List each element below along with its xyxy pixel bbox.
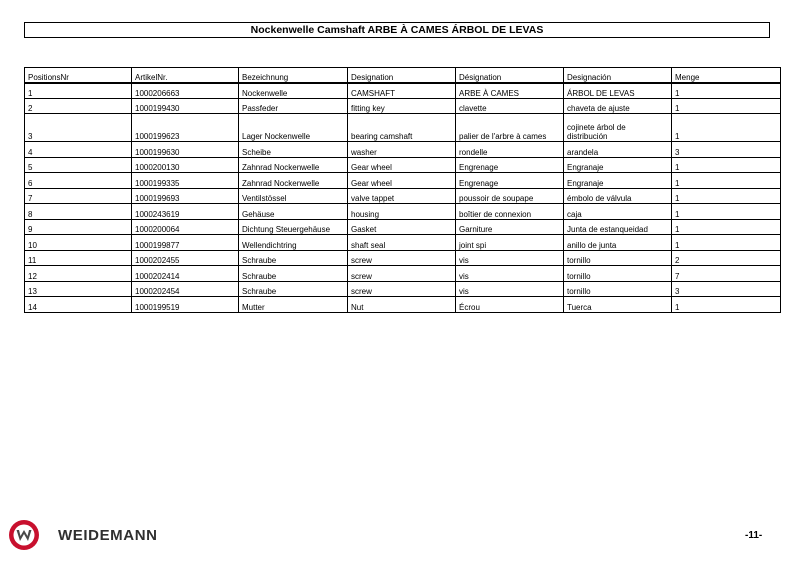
cell-article-number: 1000199630	[132, 142, 239, 158]
brand-name: WEIDEMANN	[58, 526, 158, 544]
cell-position: 7	[25, 188, 132, 204]
cell-position: 12	[25, 266, 132, 282]
cell-bezeichnung: Schraube	[239, 281, 348, 297]
cell-quantity: 1	[672, 173, 781, 189]
cell-bezeichnung: Schraube	[239, 250, 348, 266]
cell-bezeichnung: Lager Nockenwelle	[239, 114, 348, 142]
brand-logo	[8, 519, 158, 551]
cell-quantity: 1	[672, 114, 781, 142]
cell-position: 4	[25, 142, 132, 158]
cell-quantity: 1	[672, 219, 781, 235]
table-row	[25, 173, 781, 189]
cell-designation-es: Junta de estanqueidad	[564, 219, 672, 235]
cell-article-number: 1000206663	[132, 83, 239, 99]
cell-designation-es: cojinete árbol de distribución	[564, 114, 672, 142]
cell-position: 10	[25, 235, 132, 251]
cell-position: 11	[25, 250, 132, 266]
cell-designation-en: washer	[348, 142, 456, 158]
cell-quantity: 2	[672, 250, 781, 266]
header-article-number: ArtikelNr.	[132, 68, 239, 83]
cell-bezeichnung: Ventilstössel	[239, 188, 348, 204]
cell-quantity: 3	[672, 281, 781, 297]
header-position: PositionsNr	[25, 68, 132, 83]
cell-designation-fr: Écrou	[456, 297, 564, 313]
table-row	[25, 235, 781, 251]
cell-quantity: 1	[672, 235, 781, 251]
cell-designation-es: anillo de junta	[564, 235, 672, 251]
header-bezeichnung: Bezeichnung	[239, 68, 348, 83]
document-title: Nockenwelle Camshaft ARBE À CAMES ÁRBOL DE LEVAS	[250, 24, 544, 36]
cell-article-number: 1000199623	[132, 114, 239, 142]
cell-article-number: 1000199519	[132, 297, 239, 313]
cell-designation-fr: Garniture	[456, 219, 564, 235]
table-row	[25, 204, 781, 220]
cell-designation-en: screw	[348, 266, 456, 282]
cell-designation-fr: ARBE À CAMES	[456, 83, 564, 99]
table-row	[25, 142, 781, 158]
cell-designation-es: tornillo	[564, 250, 672, 266]
cell-designation-en: Nut	[348, 297, 456, 313]
header-designation-fr: Désignation	[456, 68, 564, 83]
cell-position: 14	[25, 297, 132, 313]
cell-designation-en: bearing camshaft	[348, 114, 456, 142]
cell-quantity: 1	[672, 204, 781, 220]
cell-designation-fr: vis	[456, 250, 564, 266]
cell-position: 8	[25, 204, 132, 220]
cell-article-number: 1000200064	[132, 219, 239, 235]
cell-bezeichnung: Scheibe	[239, 142, 348, 158]
table-row	[25, 250, 781, 266]
header-quantity: Menge	[672, 68, 781, 83]
cell-designation-fr: clavette	[456, 98, 564, 114]
cell-designation-en: Gear wheel	[348, 157, 456, 173]
table-row	[25, 114, 781, 142]
cell-article-number: 1000202455	[132, 250, 239, 266]
cell-bezeichnung: Dichtung Steuergehäuse	[239, 219, 348, 235]
cell-designation-en: screw	[348, 281, 456, 297]
cell-article-number: 1000199693	[132, 188, 239, 204]
weidemann-w-logo-icon	[8, 519, 40, 551]
cell-designation-fr: palier de l'arbre à cames	[456, 114, 564, 142]
table-row	[25, 83, 781, 99]
cell-designation-fr: Engrenage	[456, 173, 564, 189]
cell-designation-fr: rondelle	[456, 142, 564, 158]
cell-designation-en: housing	[348, 204, 456, 220]
cell-designation-en: fitting key	[348, 98, 456, 114]
cell-bezeichnung: Nockenwelle	[239, 83, 348, 99]
cell-article-number: 1000199430	[132, 98, 239, 114]
document-title-box	[24, 22, 770, 38]
cell-bezeichnung: Gehäuse	[239, 204, 348, 220]
table-row	[25, 219, 781, 235]
cell-bezeichnung: Mutter	[239, 297, 348, 313]
cell-bezeichnung: Passfeder	[239, 98, 348, 114]
cell-quantity: 1	[672, 297, 781, 313]
cell-bezeichnung: Schraube	[239, 266, 348, 282]
table-body	[25, 83, 781, 313]
cell-designation-es: ÁRBOL DE LEVAS	[564, 83, 672, 99]
cell-designation-es: chaveta de ajuste	[564, 98, 672, 114]
table-row	[25, 266, 781, 282]
table-header-row	[25, 68, 781, 83]
cell-designation-es: arandela	[564, 142, 672, 158]
cell-designation-fr: vis	[456, 281, 564, 297]
cell-bezeichnung: Wellendichtring	[239, 235, 348, 251]
cell-designation-es: Engranaje	[564, 157, 672, 173]
cell-designation-es: Tuerca	[564, 297, 672, 313]
cell-designation-en: Gear wheel	[348, 173, 456, 189]
header-designation-es: Designación	[564, 68, 672, 83]
cell-quantity: 7	[672, 266, 781, 282]
cell-article-number: 1000200130	[132, 157, 239, 173]
parts-table	[24, 67, 781, 313]
cell-designation-es: émbolo de válvula	[564, 188, 672, 204]
table-row	[25, 98, 781, 114]
page-number: -11-	[745, 530, 763, 541]
table-row	[25, 188, 781, 204]
cell-designation-en: shaft seal	[348, 235, 456, 251]
cell-designation-en: valve tappet	[348, 188, 456, 204]
cell-position: 9	[25, 219, 132, 235]
cell-quantity: 1	[672, 157, 781, 173]
cell-designation-en: Gasket	[348, 219, 456, 235]
cell-article-number: 1000202414	[132, 266, 239, 282]
cell-designation-es: caja	[564, 204, 672, 220]
cell-designation-en: CAMSHAFT	[348, 83, 456, 99]
cell-designation-es: tornillo	[564, 266, 672, 282]
cell-position: 3	[25, 114, 132, 142]
cell-designation-fr: boîtier de connexion	[456, 204, 564, 220]
cell-designation-fr: vis	[456, 266, 564, 282]
header-designation-en: Designation	[348, 68, 456, 83]
cell-quantity: 3	[672, 142, 781, 158]
cell-article-number: 1000243619	[132, 204, 239, 220]
cell-designation-fr: joint spi	[456, 235, 564, 251]
cell-position: 2	[25, 98, 132, 114]
cell-position: 13	[25, 281, 132, 297]
table-row	[25, 157, 781, 173]
cell-position: 6	[25, 173, 132, 189]
cell-article-number: 1000202454	[132, 281, 239, 297]
cell-designation-es: tornillo	[564, 281, 672, 297]
cell-position: 5	[25, 157, 132, 173]
table-row	[25, 297, 781, 313]
cell-bezeichnung: Zahnrad Nockenwelle	[239, 173, 348, 189]
cell-article-number: 1000199335	[132, 173, 239, 189]
cell-quantity: 1	[672, 83, 781, 99]
cell-quantity: 1	[672, 188, 781, 204]
cell-designation-en: screw	[348, 250, 456, 266]
table-row	[25, 281, 781, 297]
cell-designation-fr: Engrenage	[456, 157, 564, 173]
cell-designation-fr: poussoir de soupape	[456, 188, 564, 204]
cell-designation-es: Engranaje	[564, 173, 672, 189]
cell-bezeichnung: Zahnrad Nockenwelle	[239, 157, 348, 173]
cell-article-number: 1000199877	[132, 235, 239, 251]
cell-position: 1	[25, 83, 132, 99]
cell-quantity: 1	[672, 98, 781, 114]
